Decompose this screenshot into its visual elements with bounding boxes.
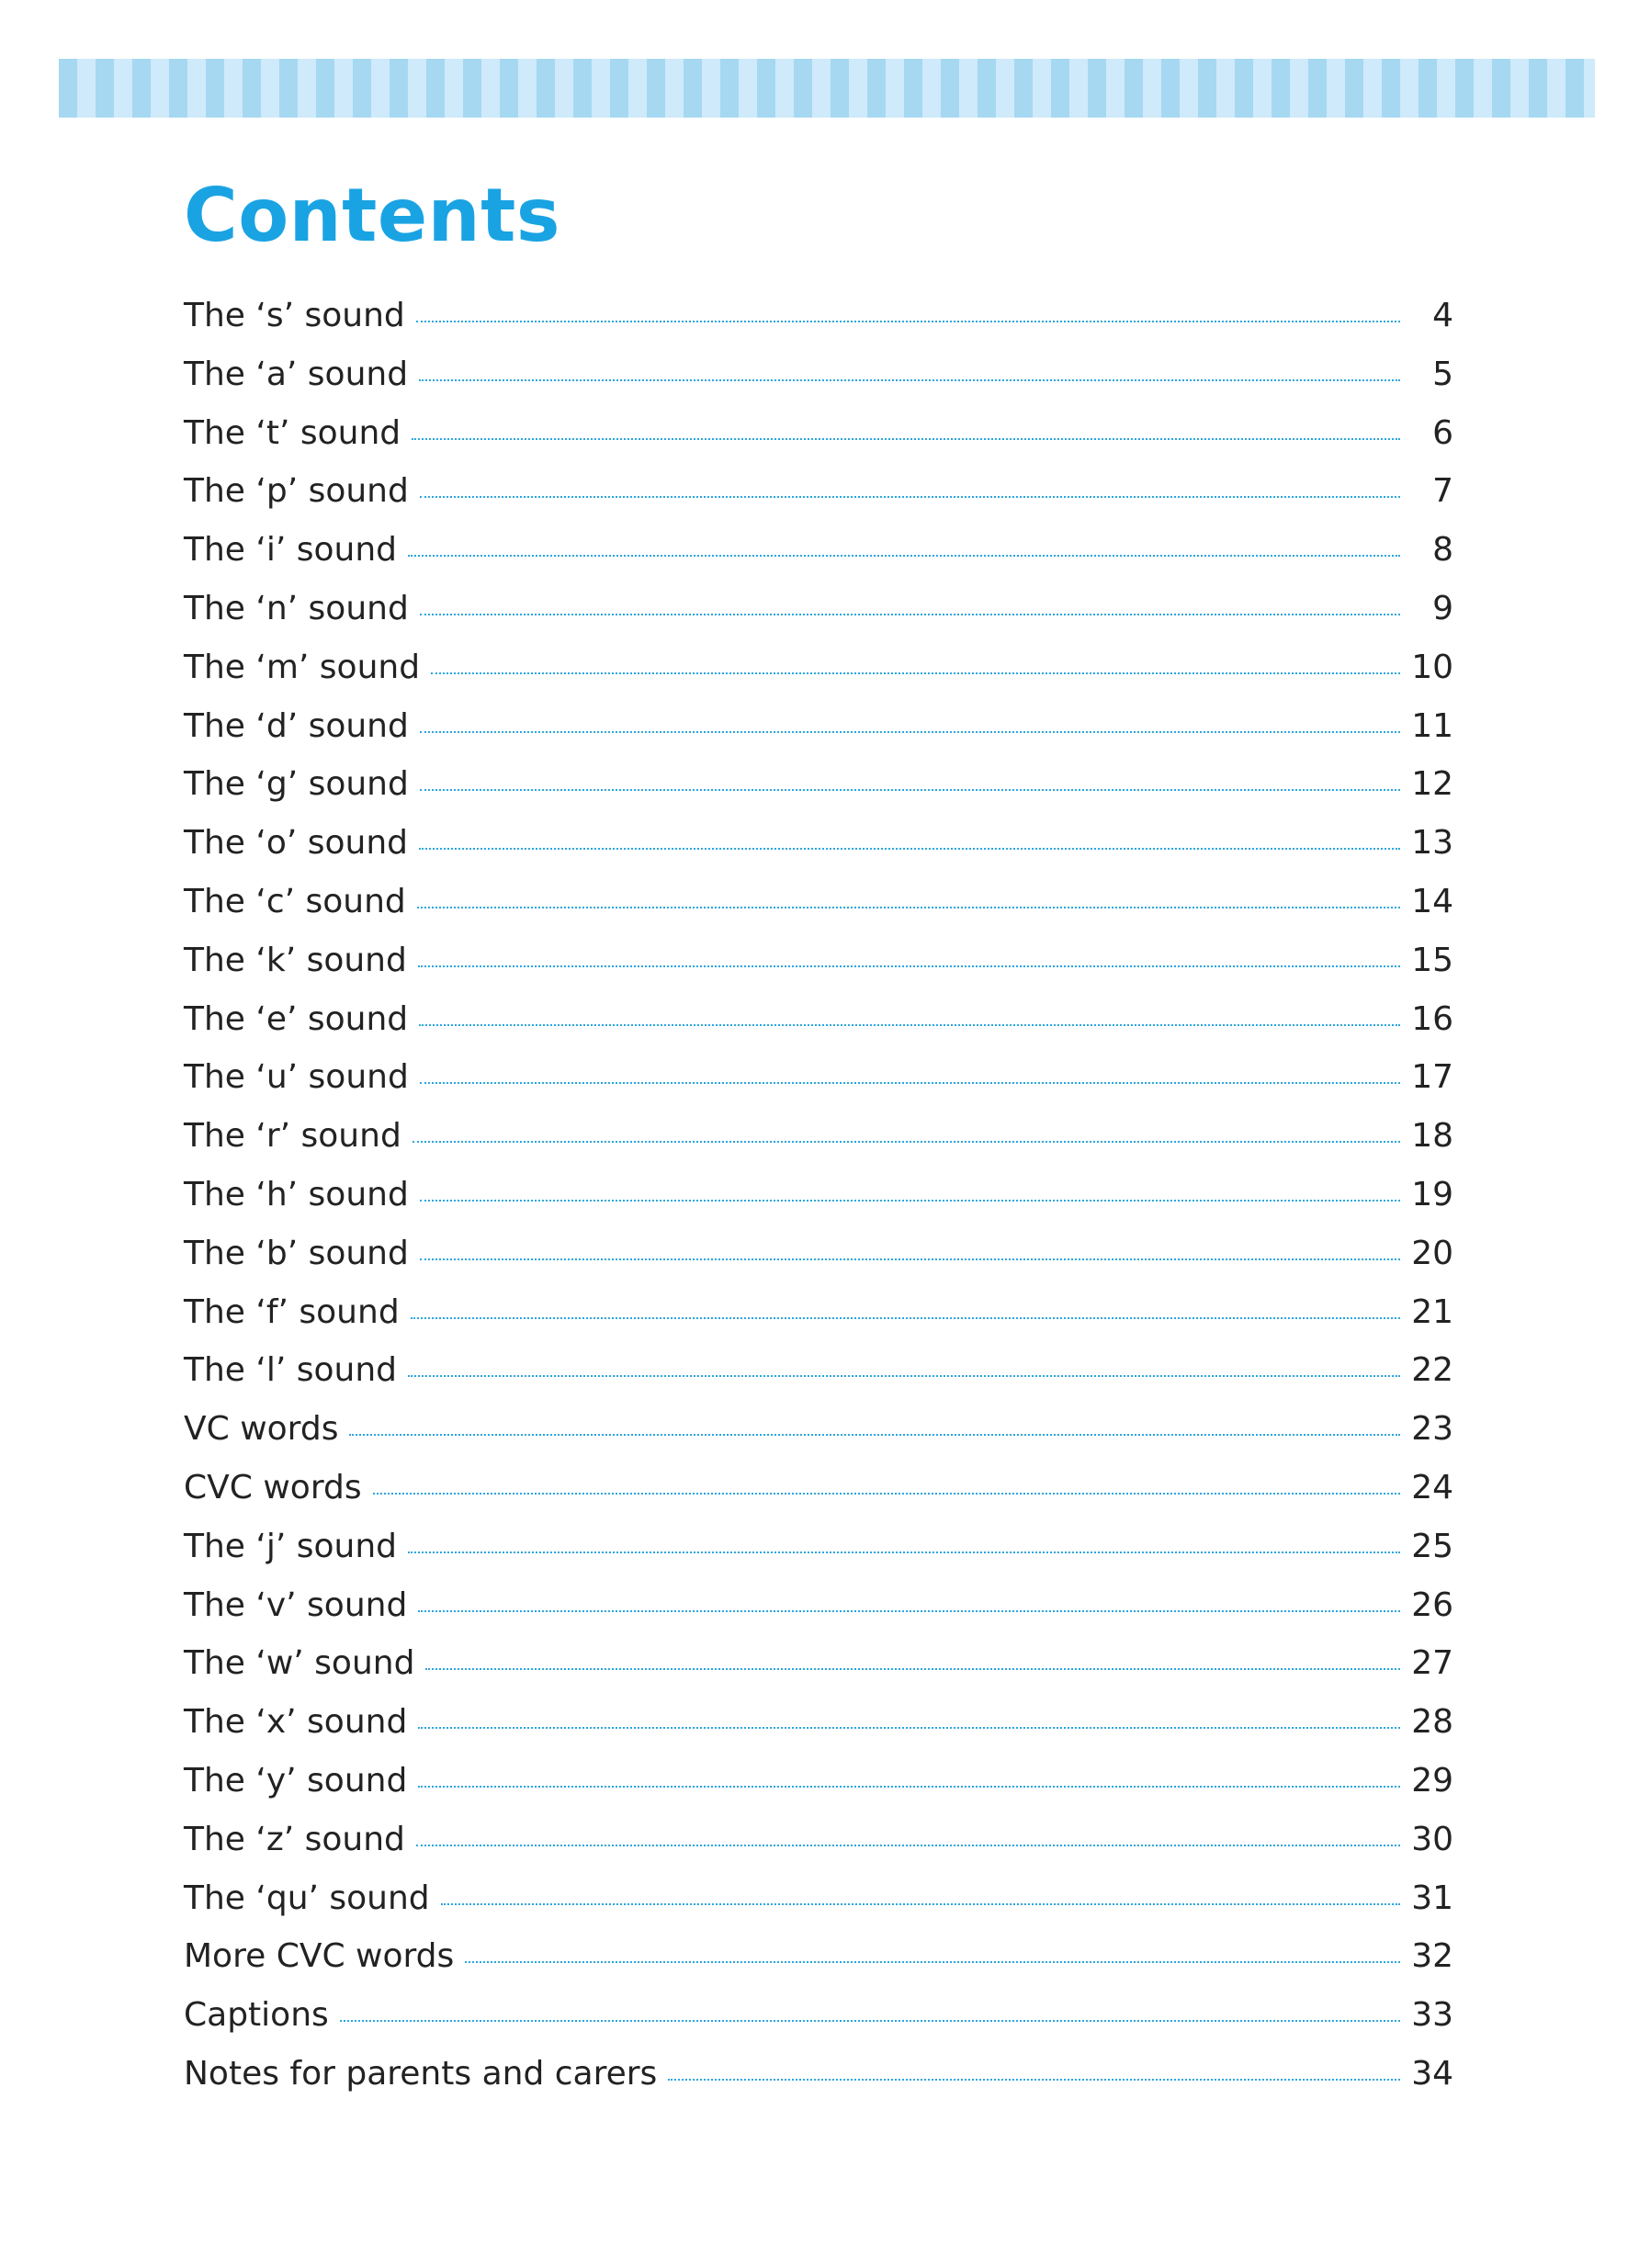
contents-entry[interactable] xyxy=(184,1058,1453,1117)
entry-label: The ‘v’ sound xyxy=(184,1585,408,1624)
contents-entry[interactable] xyxy=(184,1996,1453,2055)
dot-leader xyxy=(431,672,1400,674)
entry-page-number: 8 xyxy=(1432,531,1453,570)
dot-leader xyxy=(340,2020,1400,2022)
contents-entry[interactable] xyxy=(184,1176,1453,1235)
entry-label: The ‘r’ sound xyxy=(184,1117,401,1156)
dot-leader xyxy=(418,1610,1400,1612)
entry-page-number: 11 xyxy=(1411,706,1453,745)
dot-leader xyxy=(420,789,1400,791)
entry-label: VC words xyxy=(184,1410,339,1449)
contents-entry[interactable] xyxy=(184,297,1453,355)
entry-page-number: 14 xyxy=(1411,882,1453,920)
entry-label: The ‘z’ sound xyxy=(184,1820,405,1858)
entry-label: The ‘x’ sound xyxy=(184,1703,408,1742)
contents-entry[interactable] xyxy=(184,1000,1453,1059)
entry-page-number: 9 xyxy=(1432,589,1453,627)
entry-page-number: 5 xyxy=(1432,355,1453,393)
entry-page-number: 33 xyxy=(1411,1996,1453,2035)
entry-label: The ‘k’ sound xyxy=(184,941,407,979)
dot-leader xyxy=(408,555,1400,557)
entry-label: The ‘c’ sound xyxy=(184,882,406,920)
entry-label: The ‘y’ sound xyxy=(184,1761,408,1800)
dot-leader xyxy=(420,496,1400,498)
contents-entry[interactable] xyxy=(184,1469,1453,1528)
contents-entry[interactable] xyxy=(184,355,1453,414)
entry-label: The ‘o’ sound xyxy=(184,824,409,863)
entry-label: The ‘s’ sound xyxy=(184,297,405,334)
dot-leader xyxy=(418,965,1400,967)
contents-entry[interactable] xyxy=(184,1586,1453,1645)
entry-page-number: 25 xyxy=(1411,1527,1453,1565)
entry-page-number: 34 xyxy=(1411,2054,1453,2093)
dot-leader xyxy=(419,848,1400,850)
entry-label: The ‘u’ sound xyxy=(184,1058,409,1097)
entry-label: Captions xyxy=(184,1996,329,2035)
entry-page-number: 21 xyxy=(1411,1292,1453,1331)
entry-page-number: 22 xyxy=(1411,1351,1453,1390)
entry-label: The ‘m’ sound xyxy=(184,648,421,686)
contents-entry[interactable] xyxy=(184,590,1453,649)
entry-page-number: 29 xyxy=(1411,1761,1453,1800)
contents-list xyxy=(184,297,1453,2114)
contents-entry[interactable] xyxy=(184,942,1453,1000)
contents-entry[interactable] xyxy=(184,883,1453,942)
entry-label: The ‘i’ sound xyxy=(184,531,397,570)
contents-entry[interactable] xyxy=(184,1117,1453,1176)
entry-page-number: 10 xyxy=(1411,648,1453,686)
entry-page-number: 24 xyxy=(1411,1468,1453,1506)
entry-label: The ‘p’ sound xyxy=(184,472,409,511)
entry-label: The ‘f’ sound xyxy=(184,1292,400,1331)
entry-page-number: 13 xyxy=(1411,824,1453,863)
entry-label: The ‘qu’ sound xyxy=(184,1879,430,1917)
entry-label: The ‘j’ sound xyxy=(184,1527,397,1565)
dot-leader xyxy=(412,438,1400,440)
contents-entry[interactable] xyxy=(184,1937,1453,1996)
entry-label: The ‘b’ sound xyxy=(184,1234,409,1272)
dot-leader xyxy=(420,1200,1400,1202)
entry-label: The ‘w’ sound xyxy=(184,1644,415,1683)
entry-page-number: 17 xyxy=(1411,1058,1453,1097)
entry-page-number: 20 xyxy=(1411,1234,1453,1272)
entry-label: The ‘t’ sound xyxy=(184,413,401,452)
contents-entry[interactable] xyxy=(184,472,1453,531)
entry-page-number: 16 xyxy=(1411,999,1453,1038)
entry-page-number: 15 xyxy=(1411,941,1453,979)
contents-entry[interactable] xyxy=(184,707,1453,766)
entry-page-number: 19 xyxy=(1411,1175,1453,1213)
entry-label: Notes for parents and carers xyxy=(184,2054,658,2093)
dot-leader xyxy=(420,614,1400,615)
dot-leader xyxy=(465,1961,1400,1963)
dot-leader xyxy=(668,2079,1400,2081)
contents-entry[interactable] xyxy=(184,1703,1453,1762)
contents-entry[interactable] xyxy=(184,1644,1453,1703)
entry-label: The ‘a’ sound xyxy=(184,355,409,393)
dot-leader xyxy=(416,321,1400,322)
header-stripe-band xyxy=(59,59,1595,118)
entry-page-number: 18 xyxy=(1411,1117,1453,1156)
dot-leader xyxy=(408,1375,1400,1377)
entry-page-number: 6 xyxy=(1432,413,1453,452)
page-title: Contents xyxy=(184,173,560,258)
dot-leader xyxy=(418,1786,1400,1788)
entry-page-number: 27 xyxy=(1411,1644,1453,1683)
contents-entry[interactable] xyxy=(184,824,1453,883)
entry-page-number: 7 xyxy=(1432,472,1453,511)
entry-page-number: 4 xyxy=(1432,297,1453,334)
contents-entry[interactable] xyxy=(184,1762,1453,1821)
contents-entry[interactable] xyxy=(184,1293,1453,1352)
dot-leader xyxy=(416,1845,1400,1846)
dot-leader xyxy=(413,1141,1400,1143)
dot-leader xyxy=(420,1258,1400,1260)
entry-page-number: 30 xyxy=(1411,1820,1453,1858)
entry-label: The ‘n’ sound xyxy=(184,589,409,627)
entry-page-number: 31 xyxy=(1411,1879,1453,1917)
entry-label: The ‘e’ sound xyxy=(184,999,409,1038)
dot-leader xyxy=(419,1024,1400,1026)
dot-leader xyxy=(441,1903,1400,1905)
contents-entry[interactable] xyxy=(184,649,1453,707)
dot-leader xyxy=(419,379,1400,381)
entry-page-number: 26 xyxy=(1411,1585,1453,1624)
contents-entry[interactable] xyxy=(184,1410,1453,1469)
entry-label: CVC words xyxy=(184,1468,362,1506)
contents-entry[interactable] xyxy=(184,765,1453,824)
contents-entry[interactable] xyxy=(184,531,1453,590)
dot-leader xyxy=(420,731,1400,733)
contents-entry[interactable] xyxy=(184,1235,1453,1293)
contents-entry[interactable] xyxy=(184,1821,1453,1879)
entry-page-number: 32 xyxy=(1411,1937,1453,1976)
dot-leader xyxy=(420,1082,1400,1084)
entry-label: The ‘d’ sound xyxy=(184,706,409,745)
dot-leader xyxy=(408,1551,1400,1553)
entry-page-number: 23 xyxy=(1411,1410,1453,1449)
entry-label: The ‘g’ sound xyxy=(184,765,409,804)
dot-leader xyxy=(373,1493,1400,1495)
entry-label: More CVC words xyxy=(184,1937,455,1976)
dot-leader xyxy=(425,1668,1400,1670)
entry-page-number: 28 xyxy=(1411,1703,1453,1742)
entry-label: The ‘h’ sound xyxy=(184,1175,409,1213)
contents-entry[interactable] xyxy=(184,2055,1453,2114)
contents-entry[interactable] xyxy=(184,1528,1453,1586)
dot-leader xyxy=(411,1317,1400,1319)
contents-entry[interactable] xyxy=(184,414,1453,473)
dot-leader xyxy=(349,1434,1400,1436)
contents-entry[interactable] xyxy=(184,1879,1453,1938)
contents-entry[interactable] xyxy=(184,1351,1453,1410)
entry-label: The ‘l’ sound xyxy=(184,1351,397,1390)
dot-leader xyxy=(418,1727,1400,1729)
entry-page-number: 12 xyxy=(1411,765,1453,804)
dot-leader xyxy=(417,907,1400,908)
